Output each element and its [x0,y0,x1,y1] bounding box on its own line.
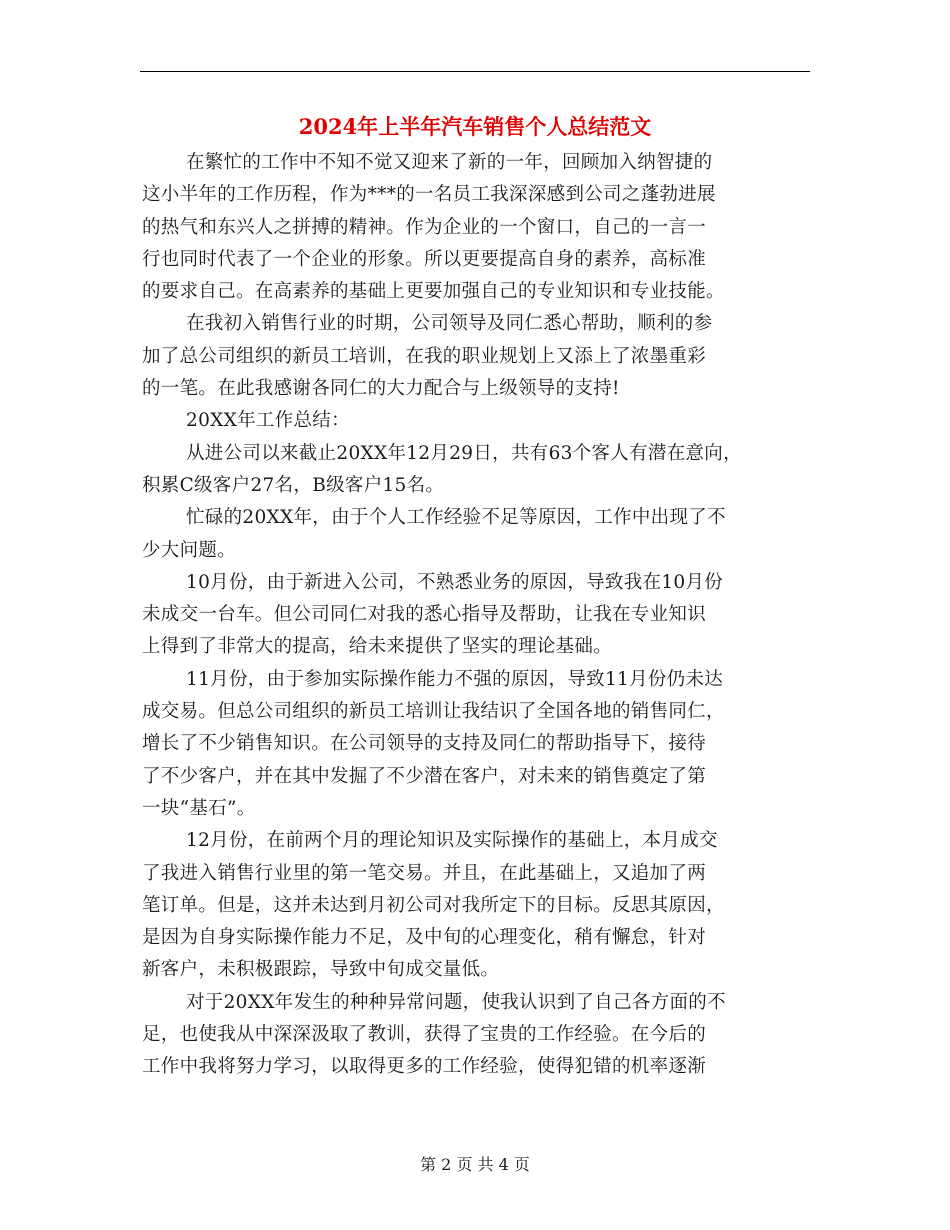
paragraph-line: 未成交一台车。但公司同仁对我的悉心指导及帮助，让我在专业知识 [142,604,707,626]
paragraph-line: 上得到了非常大的提高，给未来提供了坚实的理论基础。 [142,636,613,658]
paragraph-line: 工作中我将努力学习，以取得更多的工作经验，使得犯错的机率逐渐 [142,1056,707,1078]
paragraph-line: 少大问题。 [142,539,237,561]
paragraph-line: 行也同时代表了一个企业的形象。所以更要提高自身的素养，高标准 [142,248,707,270]
paragraph-line: 一块“基石”。 [142,797,256,819]
paragraph-line: 积累C级客户27名，B级客户15名。 [142,474,445,496]
paragraph-line: 的要求自己。在高素养的基础上更要加强自己的专业知识和专业技能。 [142,281,725,303]
section-heading: 20XX年工作总结： [186,410,350,432]
paragraph-line: 增长了不少销售知识。在公司领导的支持及同仁的帮助指导下，接待 [142,733,707,755]
paragraph-line: 足，也使我从中深深汲取了教训，获得了宝贵的工作经验。在今后的 [142,1024,707,1046]
paragraph-line: 忙碌的20XX年，由于个人工作经验不足等原因，工作中出现了不 [186,507,726,529]
paragraph-line: 加了总公司组织的新员工培训，在我的职业规划上又添上了浓墨重彩 [142,345,707,367]
paragraph-line: 了我进入销售行业里的第一笔交易。并且，在此基础上，又追加了两 [142,862,707,884]
paragraph-line: 在繁忙的工作中不知不觉又迎来了新的一年，回顾加入纳智捷的 [186,152,713,173]
paragraph-line: 在我初入销售行业的时期，公司领导及同仁悉心帮助，顺利的参 [186,313,713,335]
paragraph-line: 这小半年的工作历程，作为***的一名员工我深深感到公司之蓬勃进展 [142,184,716,206]
paragraph-line: 笔订单。但是，这并未达到月初公司对我所定下的目标。反思其原因， [142,894,725,916]
page-number-footer: 第 2 页 共 4 页 [420,1155,530,1174]
paragraph-line: 是因为自身实际操作能力不足，及中旬的心理变化，稍有懈怠，针对 [142,927,707,949]
document-title: 2024年上半年汽车销售个人总结范文 [298,114,652,139]
paragraph-line: 新客户，未积极跟踪，导致中旬成交量低。 [142,959,500,981]
paragraph-line: 的一笔。在此我感谢各同仁的大力配合与上级领导的支持! [142,378,620,400]
header-rule [140,71,810,72]
paragraph-line: 11月份，由于参加实际操作能力不强的原因，导致11月份仍未达 [186,668,724,690]
document-body [142,147,812,1084]
paragraph-line: 成交易。但总公司组织的新员工培训让我结识了全国各地的销售同仁， [142,701,725,723]
paragraph-line: 对于20XX年发生的种种异常问题，使我认识到了自己各方面的不 [186,991,726,1013]
paragraph-line: 12月份，在前两个月的理论知识及实际操作的基础上，本月成交 [186,830,718,852]
paragraph-line: 10月份，由于新进入公司，不熟悉业务的原因，导致我在10月份 [186,571,724,593]
paragraph-line: 的热气和东兴人之拼搏的精神。作为企业的一个窗口，自己的一言一 [142,216,707,238]
paragraph-line: 了不少客户，并在其中发掘了不少潜在客户，对未来的销售奠定了第 [142,765,707,787]
paragraph-line: 从进公司以来截止20XX年12月29日，共有63个客人有潜在意向， [186,442,742,464]
